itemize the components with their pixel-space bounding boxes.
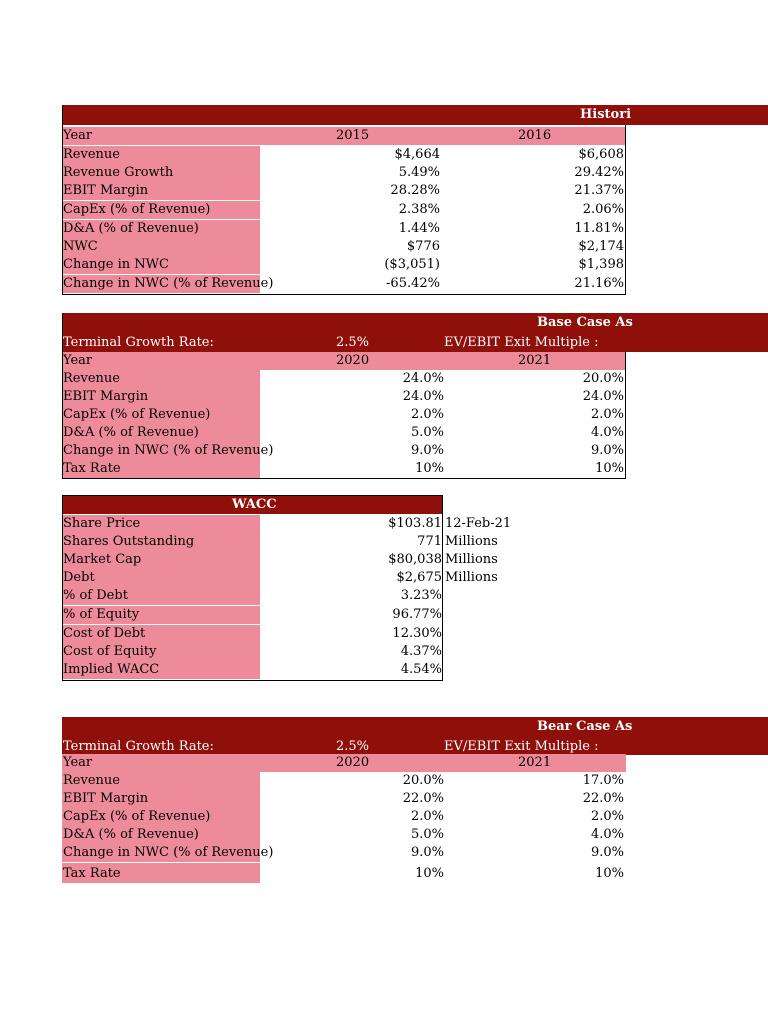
table-row bbox=[62, 256, 626, 274]
row-label: Tax Rate bbox=[63, 866, 121, 881]
table-row bbox=[62, 790, 626, 808]
table-border bbox=[62, 313, 63, 479]
exit-multiple-label: EV/EBIT Exit Multiple : bbox=[444, 739, 599, 754]
table-row bbox=[62, 587, 502, 605]
row-note: Millions bbox=[445, 534, 498, 549]
row-value: 5.0% bbox=[410, 827, 444, 842]
row-value: 10% bbox=[415, 866, 444, 881]
table-row bbox=[62, 238, 626, 256]
bear-case-table bbox=[62, 717, 768, 883]
historical-table bbox=[62, 105, 768, 295]
row-value: 9.0% bbox=[410, 443, 444, 458]
historical-year-2016: 2016 bbox=[518, 128, 552, 143]
table-border bbox=[62, 680, 443, 681]
row-value: 2.0% bbox=[410, 809, 444, 824]
wacc-header bbox=[62, 495, 442, 514]
terminal-growth-value: 2.5% bbox=[336, 739, 370, 754]
row-note: Millions bbox=[445, 570, 498, 585]
table-border bbox=[62, 495, 63, 681]
table-row bbox=[62, 643, 502, 661]
row-value: $2,174 bbox=[578, 239, 624, 254]
row-value: 4.0% bbox=[590, 827, 624, 842]
row-label: D&A (% of Revenue) bbox=[63, 827, 199, 842]
row-value: ($3,051) bbox=[384, 257, 440, 272]
row-value: $4,664 bbox=[394, 147, 440, 162]
row-label: NWC bbox=[63, 239, 98, 254]
table-row bbox=[62, 606, 502, 624]
row-label: Tax Rate bbox=[63, 461, 121, 476]
table-row bbox=[62, 844, 626, 862]
bear-year-2021: 2021 bbox=[518, 755, 552, 770]
row-label: D&A (% of Revenue) bbox=[63, 425, 199, 440]
table-row bbox=[62, 569, 502, 587]
row-label: Revenue bbox=[63, 147, 120, 162]
historical-year-row bbox=[62, 127, 626, 145]
base-year-2021: 2021 bbox=[518, 353, 552, 368]
table-border bbox=[442, 495, 443, 681]
table-row bbox=[62, 388, 626, 406]
table-row bbox=[62, 551, 502, 569]
row-value: 4.0% bbox=[590, 425, 624, 440]
row-value: $1,398 bbox=[578, 257, 624, 272]
base-case-header-title: Base Case As bbox=[537, 315, 633, 330]
table-border bbox=[62, 294, 626, 295]
bear-case-assumption-row bbox=[62, 737, 768, 755]
row-label: Revenue Growth bbox=[63, 165, 174, 180]
row-label: Change in NWC (% of Revenue) bbox=[63, 443, 274, 458]
row-note: 12-Feb-21 bbox=[445, 516, 512, 531]
table-row bbox=[62, 220, 626, 238]
table-border bbox=[62, 478, 626, 479]
row-value: 10% bbox=[595, 866, 624, 881]
row-label: % of Equity bbox=[63, 607, 140, 622]
row-label: EBIT Margin bbox=[63, 389, 149, 404]
row-value: 9.0% bbox=[410, 845, 444, 860]
row-value: 22.0% bbox=[582, 791, 624, 806]
row-value: 24.0% bbox=[402, 389, 444, 404]
table-row bbox=[62, 201, 626, 219]
row-note: Millions bbox=[445, 552, 498, 567]
table-row bbox=[62, 182, 626, 200]
row-value: 24.0% bbox=[582, 389, 624, 404]
row-value: 24.0% bbox=[402, 371, 444, 386]
row-value: 10% bbox=[595, 461, 624, 476]
row-value: 5.0% bbox=[410, 425, 444, 440]
base-year-2020: 2020 bbox=[336, 353, 370, 368]
row-value: $80,038 bbox=[388, 552, 442, 567]
bear-year-label: Year bbox=[63, 755, 93, 770]
row-value: 5.49% bbox=[398, 165, 440, 180]
table-row bbox=[62, 370, 626, 388]
table-row bbox=[62, 164, 626, 182]
row-value: 21.37% bbox=[574, 183, 624, 198]
base-case-header bbox=[62, 313, 768, 333]
table-border bbox=[62, 105, 63, 295]
bear-year-2020: 2020 bbox=[336, 755, 370, 770]
table-border bbox=[62, 495, 443, 496]
row-value: 21.16% bbox=[574, 276, 624, 291]
bear-case-year-row bbox=[62, 754, 626, 772]
row-label: Change in NWC bbox=[63, 257, 169, 272]
row-label: CapEx (% of Revenue) bbox=[63, 407, 211, 422]
row-value: 22.0% bbox=[402, 791, 444, 806]
bear-case-header bbox=[62, 717, 768, 737]
row-label: Change in NWC (% of Revenue) bbox=[63, 276, 274, 291]
row-value: 96.77% bbox=[392, 607, 442, 622]
table-row bbox=[62, 625, 502, 643]
terminal-growth-label: Terminal Growth Rate: bbox=[63, 739, 214, 754]
row-value: 2.0% bbox=[410, 407, 444, 422]
table-row bbox=[62, 661, 502, 679]
row-label: % of Debt bbox=[63, 588, 128, 603]
table-border bbox=[625, 125, 626, 295]
row-value: 12.30% bbox=[392, 626, 442, 641]
row-label: Implied WACC bbox=[63, 662, 160, 677]
row-value: $776 bbox=[406, 239, 440, 254]
row-label: Share Price bbox=[63, 516, 141, 531]
base-year-label: Year bbox=[63, 353, 93, 368]
table-row bbox=[62, 863, 626, 883]
base-case-assumption-row bbox=[62, 333, 768, 352]
table-border bbox=[625, 352, 626, 479]
base-case-table bbox=[62, 313, 768, 479]
row-value: 20.0% bbox=[402, 773, 444, 788]
row-value: 2.38% bbox=[398, 202, 440, 217]
base-case-year-row bbox=[62, 352, 626, 370]
row-value: 20.0% bbox=[582, 371, 624, 386]
table-row bbox=[62, 772, 626, 790]
row-value: 29.42% bbox=[574, 165, 624, 180]
row-value: 9.0% bbox=[590, 443, 624, 458]
table-row bbox=[62, 533, 502, 551]
row-label: Cost of Equity bbox=[63, 644, 157, 659]
table-row bbox=[62, 460, 626, 478]
row-value: 9.0% bbox=[590, 845, 624, 860]
row-label: Shares Outstanding bbox=[63, 534, 195, 549]
row-value: 2.0% bbox=[590, 809, 624, 824]
row-value: $6,608 bbox=[578, 147, 624, 162]
wacc-table bbox=[62, 495, 512, 681]
exit-multiple-label: EV/EBIT Exit Multiple : bbox=[444, 335, 599, 350]
table-row bbox=[62, 146, 626, 164]
row-value: 4.54% bbox=[400, 662, 442, 677]
table-row bbox=[62, 442, 626, 460]
row-value: 17.0% bbox=[582, 773, 624, 788]
historical-header-title: Histori bbox=[580, 107, 632, 122]
historical-year-2015: 2015 bbox=[336, 128, 370, 143]
row-value: 4.37% bbox=[400, 644, 442, 659]
row-label: CapEx (% of Revenue) bbox=[63, 809, 211, 824]
row-value: $2,675 bbox=[396, 570, 442, 585]
table-row bbox=[62, 808, 626, 826]
bear-case-header-title: Bear Case As bbox=[537, 719, 633, 734]
row-value: 3.23% bbox=[400, 588, 442, 603]
row-value: -65.42% bbox=[386, 276, 440, 291]
row-label: Change in NWC (% of Revenue) bbox=[63, 845, 274, 860]
historical-header bbox=[62, 105, 768, 125]
row-label: Cost of Debt bbox=[63, 626, 146, 641]
row-label: D&A (% of Revenue) bbox=[63, 221, 199, 236]
row-label: Debt bbox=[63, 570, 95, 585]
row-label: Market Cap bbox=[63, 552, 142, 567]
historical-year-label: Year bbox=[63, 128, 93, 143]
row-value: 771 bbox=[417, 534, 442, 549]
wacc-header-title: WACC bbox=[232, 497, 277, 512]
table-row bbox=[62, 275, 626, 293]
table-row bbox=[62, 515, 512, 533]
row-value: 28.28% bbox=[390, 183, 440, 198]
terminal-growth-label: Terminal Growth Rate: bbox=[63, 335, 214, 350]
row-label: Revenue bbox=[63, 371, 120, 386]
row-value: 2.06% bbox=[582, 202, 624, 217]
row-label: EBIT Margin bbox=[63, 183, 149, 198]
table-row bbox=[62, 826, 626, 844]
row-value: 10% bbox=[415, 461, 444, 476]
row-label: Revenue bbox=[63, 773, 120, 788]
terminal-growth-value: 2.5% bbox=[336, 335, 370, 350]
row-label: EBIT Margin bbox=[63, 791, 149, 806]
row-value: $103.81 bbox=[388, 516, 442, 531]
row-value: 11.81% bbox=[574, 221, 624, 236]
table-row bbox=[62, 424, 626, 442]
row-value: 2.0% bbox=[590, 407, 624, 422]
row-label: CapEx (% of Revenue) bbox=[63, 202, 211, 217]
table-row bbox=[62, 406, 626, 424]
row-value: 1.44% bbox=[398, 221, 440, 236]
